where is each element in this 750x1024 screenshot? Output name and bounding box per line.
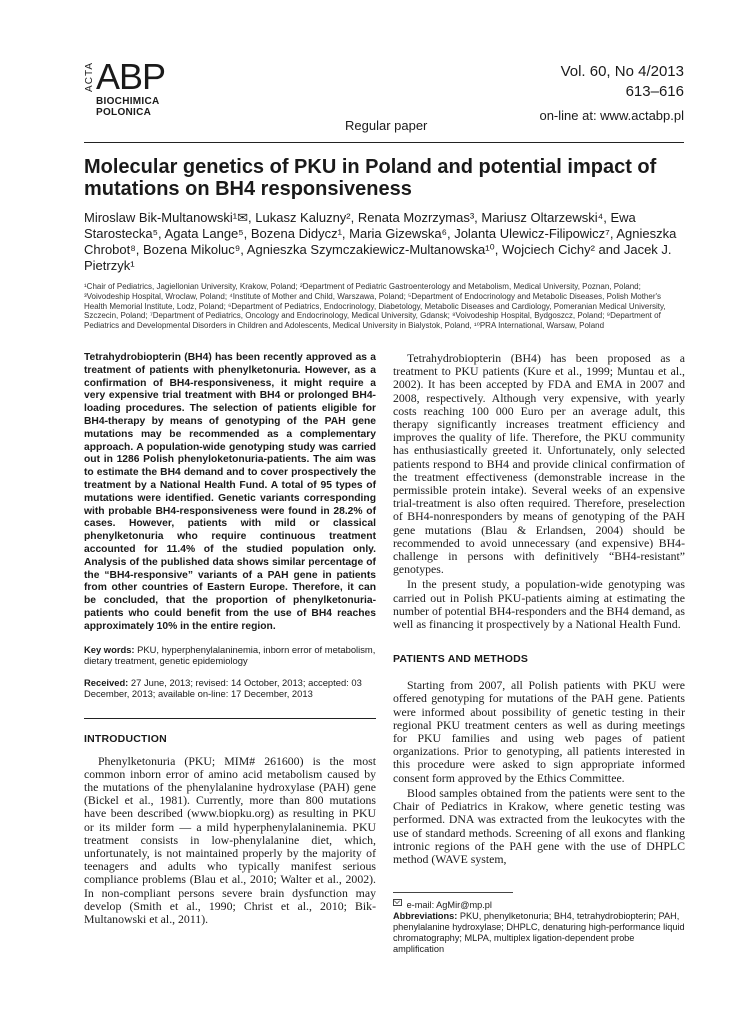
abstract-divider: [84, 718, 376, 719]
keywords-label: Key words:: [84, 643, 135, 655]
right-column: [393, 352, 685, 866]
methods-paragraph-2: Blood samples obtained from the patients were sent to the Chair of Pediatrics in Krakow, where genetic testing was performed. DNA was extracted from the leukocytes with the use of standard methods. Screening of all exons and flanking intronic regions of the PAH gene with the use of DHPLC method (WAVE system,: [393, 785, 685, 866]
logo-subtitle: [96, 96, 160, 118]
abbreviations-label: Abbreviations:: [393, 911, 458, 921]
footnote-divider: [393, 892, 513, 893]
page-range: 613–616: [625, 83, 684, 100]
introduction-heading: INTRODUCTION: [84, 732, 167, 745]
introduction-paragraph: Phenylketonuria (PKU; MIM# 261600) is the most common inborn error of amino acid metabolism caused by the mutations of the phenylalanine hydroxylase (PAH) gene (Bickel et al., 1981). Currently, more than 800 mutations have been described (www.biopku.org) as resulting in PKU or its milder form — a mild hyperphenylalaninemia. PKU treatment consists in low-phenylalanine diet, which, unfortunately, is not maintained properly by the majority of teenagers and adults who typically manifest serious compliance problems (Blau et al., 2010; Walter et al., 2002). In non-compliant persons severe brain dysfunction may develop (Smith et al., 1990; Christ et al., 2010; Bik-Multanowski et al., 2011).: [84, 753, 376, 926]
logo-line-1: BIOCHIMICA: [96, 96, 160, 107]
methods-heading: PATIENTS AND METHODS: [393, 653, 529, 666]
footnote: [393, 892, 685, 955]
paper-type: Regular paper: [345, 118, 428, 133]
logo-abp: ABP: [96, 56, 166, 97]
abbreviations-text: PKU, phenylketonuria; BH4, tetrahydrobiopterin; PAH, phenylalanine hydroxylase; DHPLC, denaturing high-performance liquid chromatography; MLPA, multiplex ligation-dependent probe amplification: [393, 911, 685, 954]
online-url[interactable]: on-line at: www.actabp.pl: [539, 108, 684, 123]
left-column: [84, 352, 376, 926]
journal-logo: [84, 56, 166, 120]
keywords-text: PKU, hyperphenylalaninemia, inborn error of metabolism, dietary treatment, genetic epidemiology: [84, 643, 376, 667]
intro-paragraph-2: Tetrahydrobiopterin (BH4) has been proposed as a treatment to PKU patients (Kure et al., 1999; Muntau et al., 2002). It has been accepted by FDA and EMA in 2007 and 2008, respectively. Although very expensive, with yearly costs reaching 100 000 Euro per an average adult, this therapy significantly increases treatment efficiency and improves the quality of life. Therefore, the PKU community has enthusiastically greeted it. Unfortunately, only selected patients respond to BH4 and provide clinical confirmation of the treatment effectiveness (demonstrable increase in the permissible protein intake). Several weeks of an expensive trial-treatment is also often required. Therefore, preselection of BH4-nonresponders by means of genotyping of the PAH gene mutations (Blau & Erlandsen, 2004) should be recommended to avoid unnecessary (and expensive) BH4-challenge in persons with definitively “BH4-resistant” genotypes.: [393, 351, 685, 577]
abstract: Tetrahydrobiopterin (BH4) has been recently approved as a treatment of patients with phenylketonuria. However, as a confirmation of BH4-responsiveness, it might require a very expensive trial treatment with BH4 or prolonged BH4-loading procedures. The selection of patients eligible for BH4-therapy by means of genotyping of the PAH gene mutations may be recommended as a complementary approach. A population-wide genotyping study was carried out in 1286 Polish phenyloketonuria-patients. The aim was to estimate the BH4 demand and to cover prospectively the treatment by a National Health Fund. A total of 95 types of mutations were identified. Genetic variants corresponding with probable BH4-responsiveness were found in 28.2% of cases. However, patients with mild or classical phenylketonuria who require continuous treatment accounted for 11.4% of the studied population only. Analysis of the published data shows similar percentage of the “BH4-responsive” variants of a PAH gene in patients from other countries of Eastern Europe. Therefore, it can be concluded, that the proportion of phenylketonuria-patients who could benefit from the use of BH4 reaches approximately 10% in the entire region.: [84, 352, 376, 632]
corresponding-email: [393, 899, 685, 911]
keywords: [84, 644, 376, 667]
author-list: Miroslaw Bik-Multanowski¹✉, Lukasz Kaluzny², Renata Mozrzymas³, Mariusz Oltarzewski⁴, Ewa Starostecka⁵, Agata Lange⁵, Bozena Didycz¹, Maria Gizewska⁶, Jolanta Ulewicz-Filipowicz⁷, Agnieszka Chrobot⁸, Bozena Mikoluc⁹, Agnieszka Szymczakiewicz-Multanowska¹⁰, Wojciech Cichy² and Jacek J. Pietrzyk¹: [84, 210, 677, 273]
methods-paragraph-1: Starting from 2007, all Polish patients with PKU were offered genotyping for mutations of the PAH gene. Patients were informed about possibility of genetic testing in their regional PKU treatment centers as well as during meetings for PKU families and using web pages of patient organizations. Prior to genotyping, all patients interested in this procedure were asked to sign appropriate informed consent form approved by the Ethics Committee.: [393, 678, 685, 785]
affiliations: ¹Chair of Pediatrics, Jagiellonian University, Krakow, Poland; ²Department of Pediatric Gastroenterology and Metabolism, Medical University, Poznan, Poland; ³Voivodeship Hospital, Wroclaw, Poland; ⁴Institute of Mother and Child, Warszawa, Poland; ⁵Department of Endocrinology and Metabolic Diseases, Polish Mother's Health Memorial Institute, Lodz, Poland; ⁶Department of Pediatrics, Endocrinology, Diabetology, Metabolic Diseases and Cardiology, Pomeranian Medical University, Szczecin, Poland; ⁷Department of Pediatrics, Oncology and Endocrinology, Medical University, Gdansk; ⁸Voivodeship Hospital, Bydgoszcz, Poland; ⁹Department of Pediatrics and Developmental Disorders in Children and Adolescents, Medical University in Bialystok, Poland, ¹⁰PRA International, Warsaw, Poland: [84, 282, 666, 331]
header-divider: [84, 142, 684, 143]
journal-info: [539, 62, 684, 126]
envelope-icon: [393, 899, 402, 906]
logo-acta: ACTA: [84, 62, 95, 92]
received-dates: [84, 677, 376, 700]
logo-line-2: POLONICA: [96, 107, 152, 118]
volume-issue: Vol. 60, No 4/2013: [560, 63, 684, 80]
abbreviations: [393, 911, 685, 955]
email-text[interactable]: e-mail: AgMir@mp.pl: [406, 900, 492, 910]
intro-paragraph-3: In the present study, a population-wide genotyping was carried out in Polish PKU-patients aiming at estimating the number of potential BH4-responders and the BH4 demand, as well as financing it prospectively by a National Health Fund.: [393, 577, 685, 632]
received-label: Received:: [84, 676, 129, 688]
article-title: Molecular genetics of PKU in Poland and potential impact of mutations on BH4 responsiveness: [84, 156, 657, 200]
received-text: 27 June, 2013; revised: 14 October, 2013; accepted: 03 December, 2013; available on-line: 17 December, 2013: [84, 676, 362, 700]
